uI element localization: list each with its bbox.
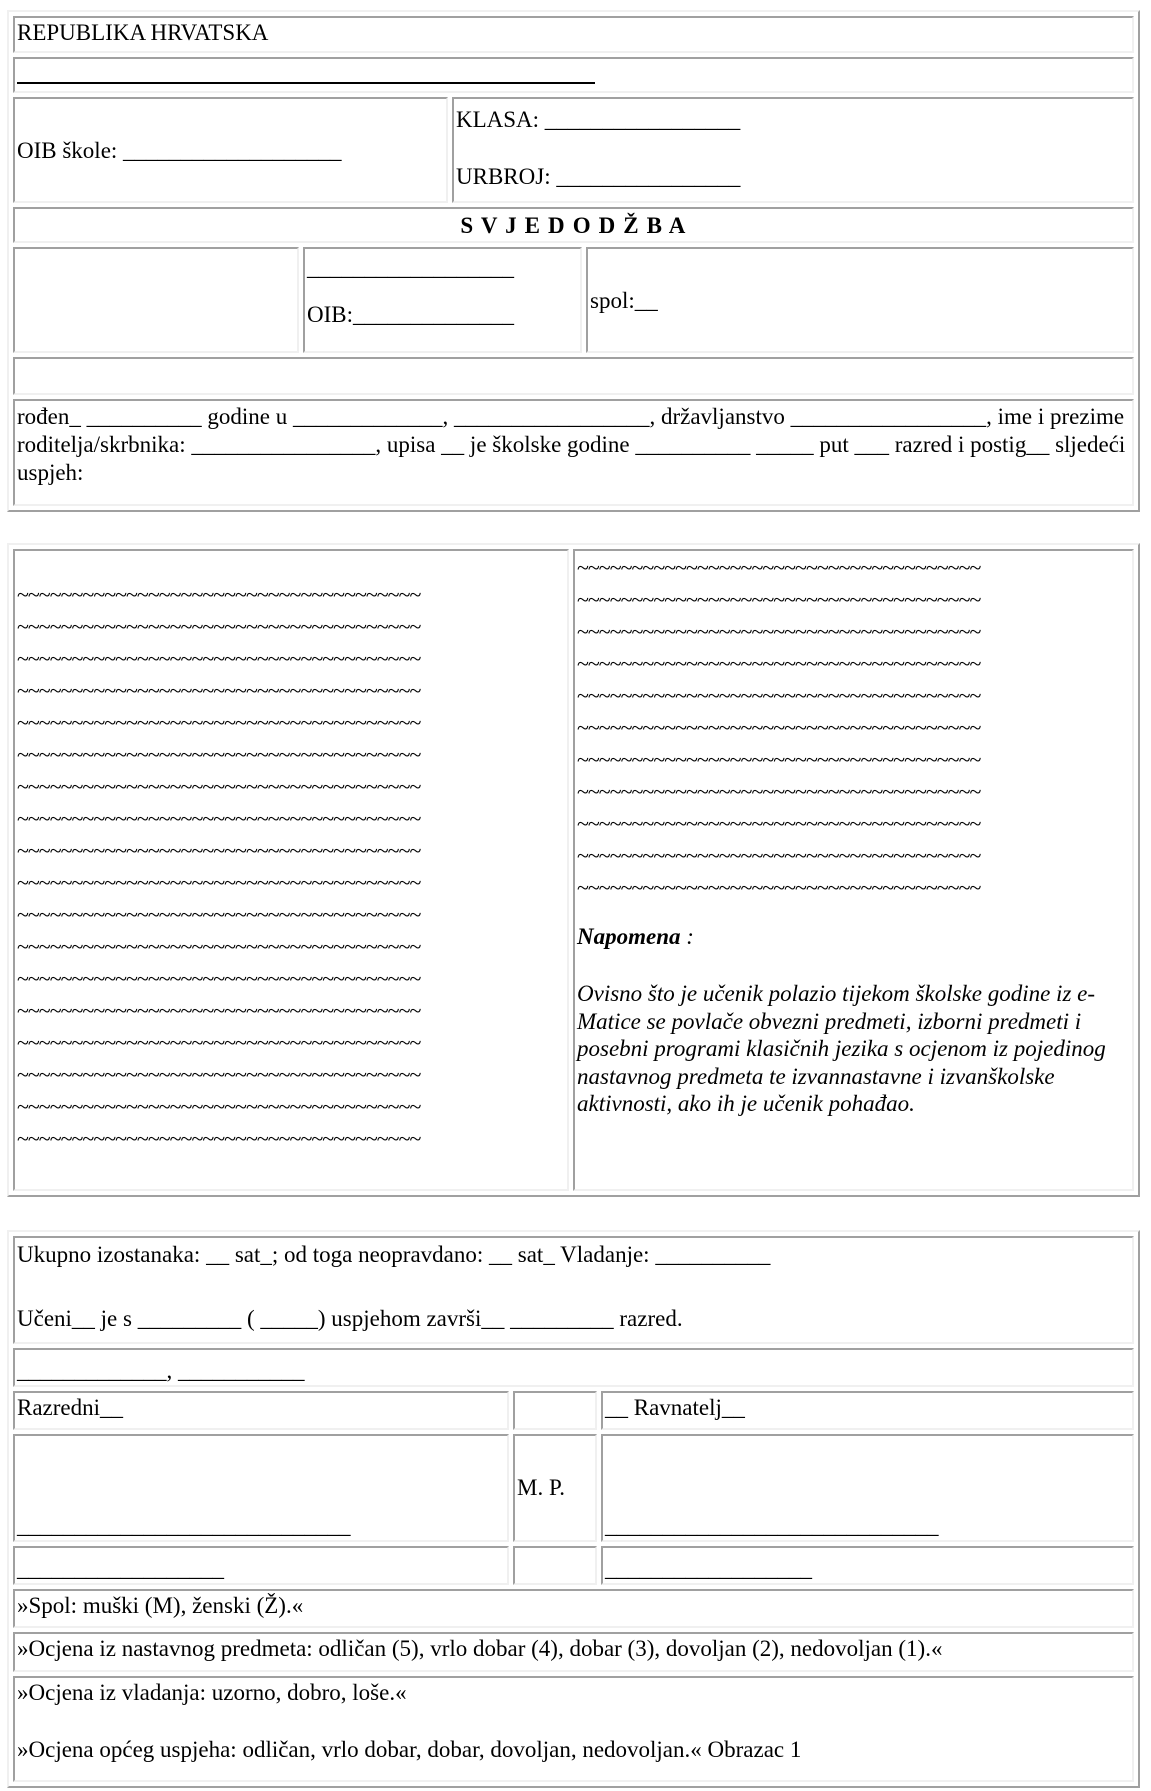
left-tilde-lines xyxy=(17,581,565,1157)
legend-overall-grade: »Ocjena općeg uspjeha: odličan, vrlo dobar, dobar, dovoljan, nedovoljan.« Obrazac 1 xyxy=(17,1736,802,1762)
class-teacher-label: Razredni__ xyxy=(17,1394,124,1420)
principal-name-line[interactable]: __________________ xyxy=(605,1556,812,1582)
tilde-line: ~~~~~~~~~~~~~~~~~~~~~~~~~~~~~~~~~~~~~ xyxy=(17,966,421,991)
note-colon: : xyxy=(680,924,694,949)
tilde-line: ~~~~~~~~~~~~~~~~~~~~~~~~~~~~~~~~~~~~~ xyxy=(17,1062,421,1087)
principal-name-cell xyxy=(601,1546,1134,1585)
urbroj-label: URBROJ: ________________ xyxy=(456,164,741,189)
tilde-line: ~~~~~~~~~~~~~~~~~~~~~~~~~~~~~~~~~~~~~ xyxy=(17,678,421,703)
tilde-line: ~~~~~~~~~~~~~~~~~~~~~~~~~~~~~~~~~~~~~ xyxy=(577,811,981,836)
tilde-line: ~~~~~~~~~~~~~~~~~~~~~~~~~~~~~~~~~~~~~ xyxy=(577,683,981,708)
tilde-line: ~~~~~~~~~~~~~~~~~~~~~~~~~~~~~~~~~~~~~ xyxy=(577,715,981,740)
tilde-line: ~~~~~~~~~~~~~~~~~~~~~~~~~~~~~~~~~~~~~ xyxy=(17,582,421,607)
country-cell xyxy=(13,16,1134,53)
stamp-cell xyxy=(513,1434,597,1543)
document-title: S V J E D O D Ž B A xyxy=(460,212,687,238)
photo-cell xyxy=(13,247,299,353)
klasa-label: KLASA: _________________ xyxy=(456,107,741,132)
tilde-line: ~~~~~~~~~~~~~~~~~~~~~~~~~~~~~~~~~~~~~ xyxy=(17,710,421,735)
legend-behavior-overall-cell xyxy=(13,1676,1134,1782)
stamp-header-cell xyxy=(513,1391,597,1430)
absences-text: Ukupno izostanaka: __ sat_; od toga neopravdano: __ sat_ Vladanje: __________ xyxy=(17,1242,771,1267)
stamp-empty-cell xyxy=(513,1546,597,1585)
principal-cell xyxy=(601,1391,1134,1430)
class-teacher-signature-line[interactable]: _____________________________ xyxy=(17,1513,351,1539)
right-tilde-lines xyxy=(577,552,1130,904)
tilde-line: ~~~~~~~~~~~~~~~~~~~~~~~~~~~~~~~~~~~~~ xyxy=(577,587,981,612)
tilde-line: ~~~~~~~~~~~~~~~~~~~~~~~~~~~~~~~~~~~~~ xyxy=(577,747,981,772)
class-teacher-name-line[interactable]: __________________ xyxy=(17,1556,224,1582)
tilde-line: ~~~~~~~~~~~~~~~~~~~~~~~~~~~~~~~~~~~~~ xyxy=(17,614,421,639)
place-date-cell xyxy=(13,1348,1134,1387)
note-heading xyxy=(577,922,1130,952)
school-name-blank[interactable] xyxy=(17,64,595,84)
tilde-line: ~~~~~~~~~~~~~~~~~~~~~~~~~~~~~~~~~~~~~ xyxy=(17,646,421,671)
gender-label[interactable]: spol:__ xyxy=(590,287,658,313)
country-name: REPUBLIKA HRVATSKA xyxy=(17,20,269,45)
grades-table xyxy=(7,543,1140,1197)
summary-table xyxy=(7,1230,1140,1788)
document-title-cell xyxy=(13,207,1134,243)
tilde-line: ~~~~~~~~~~~~~~~~~~~~~~~~~~~~~~~~~~~~~ xyxy=(577,555,981,580)
school-oib-cell xyxy=(13,97,448,203)
tilde-line: ~~~~~~~~~~~~~~~~~~~~~~~~~~~~~~~~~~~~~ xyxy=(577,779,981,804)
tilde-line: ~~~~~~~~~~~~~~~~~~~~~~~~~~~~~~~~~~~~~ xyxy=(17,838,421,863)
tilde-line: ~~~~~~~~~~~~~~~~~~~~~~~~~~~~~~~~~~~~~ xyxy=(577,619,981,644)
tilde-line: ~~~~~~~~~~~~~~~~~~~~~~~~~~~~~~~~~~~~~ xyxy=(17,1030,421,1055)
student-details-cell xyxy=(13,399,1134,506)
note-text: Ovisno što je učenik polazio tijekom školske godine iz e-Matice se povlače obvezni predmeti, izborni predmeti i posebni programi klasičnih jezika s ocjenom iz pojedinog nastavnog predmeta te izvannastavne i izvanškolske aktivnosti, ako ih je učenik pohađao. xyxy=(577,981,1106,1116)
tilde-line: ~~~~~~~~~~~~~~~~~~~~~~~~~~~~~~~~~~~~~ xyxy=(17,1094,421,1119)
class-teacher-signature-cell xyxy=(13,1434,509,1543)
legend-subject-grade: »Ocjena iz nastavnog predmeta: odličan (5), vrlo dobar (4), dobar (3), dovoljan (2), nedovoljan (1).« xyxy=(17,1636,943,1662)
tilde-line: ~~~~~~~~~~~~~~~~~~~~~~~~~~~~~~~~~~~~~ xyxy=(577,843,981,868)
student-details-text: rođen_ __________ godine u _____________, _________________, državljanstvo _________________, ime i prezime roditelja/skrbnika: ________________, upisa __ je školske godine __________ _____ put ___ razred i postig__ sljedeći uspjeh: xyxy=(17,404,1126,485)
subjects-grades-cell xyxy=(13,549,569,1191)
legend-subject-grade-cell xyxy=(13,1632,1134,1671)
school-name-cell xyxy=(13,57,1134,93)
empty-row-cell xyxy=(13,357,1134,395)
legend-gender-cell xyxy=(13,1589,1134,1628)
legend-gender: »Spol: muški (M), ženski (Ž).« xyxy=(17,1593,304,1619)
place-date[interactable]: _____________, ___________ xyxy=(17,1357,305,1383)
note-title: Napomena xyxy=(577,924,681,949)
result-text: Učeni__ je s _________ ( _____) uspjehom završi__ _________ razred. xyxy=(17,1306,683,1331)
results-cell xyxy=(13,1236,1134,1344)
tilde-line: ~~~~~~~~~~~~~~~~~~~~~~~~~~~~~~~~~~~~~ xyxy=(17,1126,421,1151)
tilde-line: ~~~~~~~~~~~~~~~~~~~~~~~~~~~~~~~~~~~~~ xyxy=(577,875,981,900)
tilde-line: ~~~~~~~~~~~~~~~~~~~~~~~~~~~~~~~~~~~~~ xyxy=(17,934,421,959)
student-oib-label[interactable]: OIB:______________ xyxy=(307,302,514,327)
activities-note-cell xyxy=(573,549,1134,1191)
tilde-line: ~~~~~~~~~~~~~~~~~~~~~~~~~~~~~~~~~~~~~ xyxy=(17,806,421,831)
certificate-header-table xyxy=(7,10,1140,512)
gender-cell xyxy=(586,247,1134,353)
tilde-line: ~~~~~~~~~~~~~~~~~~~~~~~~~~~~~~~~~~~~~ xyxy=(17,902,421,927)
principal-signature-line[interactable]: _____________________________ xyxy=(605,1513,939,1539)
student-name-oib-cell xyxy=(303,247,582,353)
tilde-line: ~~~~~~~~~~~~~~~~~~~~~~~~~~~~~~~~~~~~~ xyxy=(577,651,981,676)
class-teacher-cell xyxy=(13,1391,509,1430)
legend-behavior-grade: »Ocjena iz vladanja: uzorno, dobro, loše.« xyxy=(17,1679,407,1705)
tilde-line: ~~~~~~~~~~~~~~~~~~~~~~~~~~~~~~~~~~~~~ xyxy=(17,742,421,767)
school-oib-label: OIB škole: ___________________ xyxy=(17,137,342,163)
principal-signature-cell xyxy=(601,1434,1134,1543)
tilde-line: ~~~~~~~~~~~~~~~~~~~~~~~~~~~~~~~~~~~~~ xyxy=(17,870,421,895)
stamp-label: M. P. xyxy=(517,1475,565,1501)
tilde-line: ~~~~~~~~~~~~~~~~~~~~~~~~~~~~~~~~~~~~~ xyxy=(17,774,421,799)
tilde-line: ~~~~~~~~~~~~~~~~~~~~~~~~~~~~~~~~~~~~~ xyxy=(17,998,421,1023)
student-name-blank[interactable]: __________________ xyxy=(307,255,514,280)
klasa-urbroj-cell xyxy=(452,97,1134,203)
class-teacher-name-cell xyxy=(13,1546,509,1585)
principal-label: __ Ravnatelj__ xyxy=(605,1394,745,1420)
